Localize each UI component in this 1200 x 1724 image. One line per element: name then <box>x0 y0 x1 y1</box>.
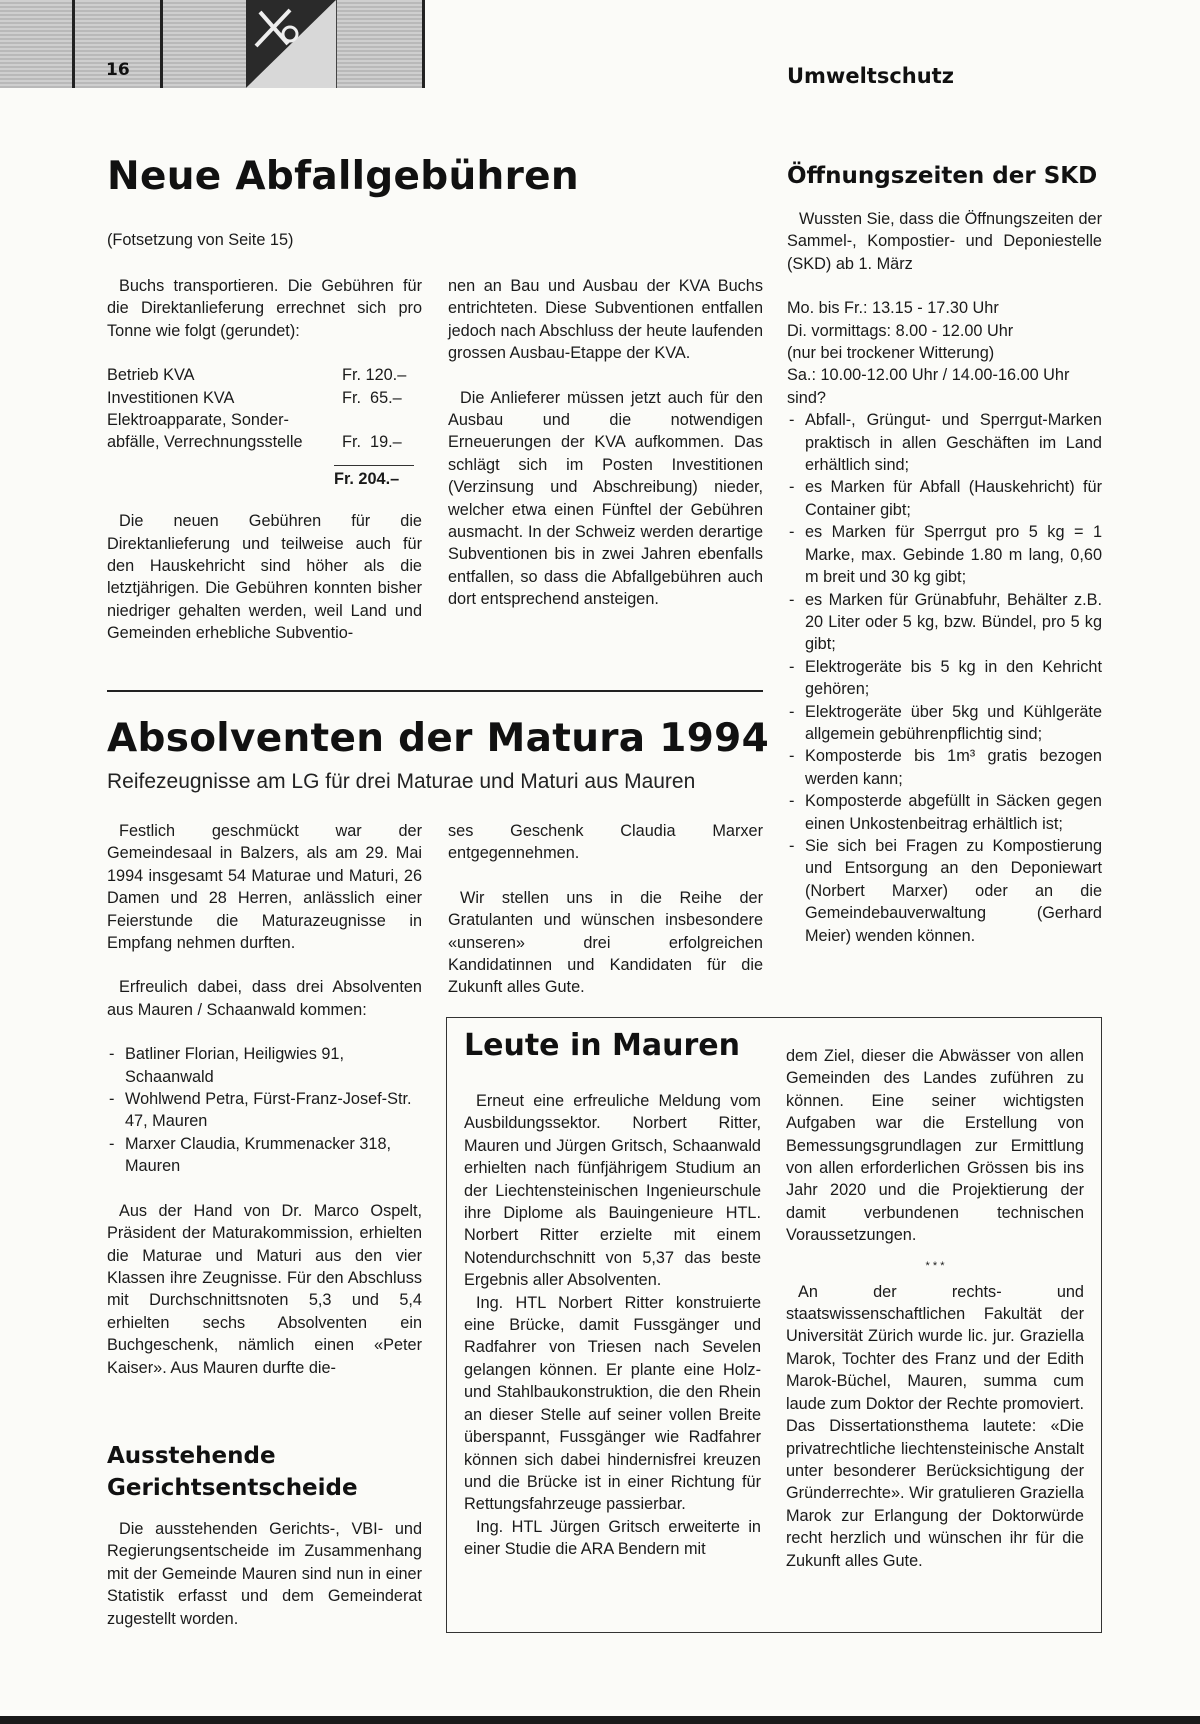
title-line: Gerichtsentscheide <box>107 1475 358 1501</box>
article2-paragraph: Festlich geschmückt war der Gemeindesaal in Balzers, als am 29. Mai 1994 insgesamt 54 Maturae und Maturi, 26 Damen und 28 Herren, anlässlich einer Feierstunde die Maturazeugnisse in Empfang nehmen durften. <box>107 822 422 953</box>
sidebar-list <box>787 409 1102 947</box>
article2-column-2 <box>448 820 763 1021</box>
fee-label: Investitionen KVA <box>107 388 235 407</box>
article3-body <box>107 1518 422 1652</box>
fee-total: Fr. 204.– <box>334 469 400 488</box>
fee-amount <box>342 409 422 431</box>
hours-line: sind? <box>787 388 826 407</box>
list-item: - Elektrogeräte bis 5 kg in den Kehricht gehören; <box>787 656 1102 701</box>
article2-paragraph: ses Geschenk Claudia Marxer entgegennehmen. <box>448 822 763 863</box>
list-item: - Wohlwend Petra, Fürst-Franz-Josef-Str. 47, Mauren <box>107 1088 422 1133</box>
list-item: - es Marken für Abfall (Hauskehricht) für Container gibt; <box>787 476 1102 521</box>
article-title-gerichtsentscheide <box>107 1440 358 1504</box>
list-item: - Sie sich bei Fragen zu Kompostierung und Entsorgung an den Deponiewart (Norbert Marxer) oder an die Gemeindebauverwaltung (Gerhard Meier) wenden können. <box>787 835 1102 947</box>
article1-column-1 <box>107 275 422 667</box>
article4-paragraph: Ing. HTL Jürgen Gritsch erweiterte in einer Studie die ARA Bendern mit <box>464 1517 761 1559</box>
sidebar-title: Öffnungszeiten der SKD <box>787 163 1098 189</box>
header-divider <box>160 0 163 88</box>
fee-label: Elektroapparate, Sonder- <box>107 411 289 430</box>
fee-label: abfälle, Verrechnungsstelle <box>107 433 303 452</box>
fee-table <box>107 364 422 454</box>
title-line: Ausstehende <box>107 1443 276 1469</box>
list-item: - Elektrogeräte über 5kg und Kühlgeräte allgemein gebührenpflichtig sind; <box>787 701 1102 746</box>
list-item: - Abfall-, Grüngut- und Sperrgut-Marken praktisch in allen Geschäften im Land erhältlich sind; <box>787 409 1102 476</box>
fee-total-rule <box>334 465 414 466</box>
hours-line: Sa.: 10.00-12.00 Uhr / 14.00-16.00 Uhr <box>787 366 1070 385</box>
article2-column-1 <box>107 820 422 1401</box>
sidebar-intro: Wussten Sie, dass die Öffnungszeiten der Sammel-, Kompostier- und Deponiestelle (SKD) ab 1. März <box>787 210 1102 273</box>
fee-row <box>107 409 422 431</box>
header-band <box>0 0 425 88</box>
graduate-list <box>107 1043 422 1177</box>
article1-intro: Buchs transportieren. Die Gebühren für die Direktanlieferung errechnet sich pro Tonne wie folgt (gerundet): <box>107 277 422 340</box>
fee-amount: Fr. 19.– <box>342 433 402 452</box>
list-item: - Marxer Claudia, Krummenacker 318, Mauren <box>107 1133 422 1178</box>
continuation-note: (Fotsetzung von Seite 15) <box>107 231 294 249</box>
article-subtitle-matura: Reifezeugnisse am LG für drei Maturae und Maturi aus Mauren <box>107 770 696 793</box>
list-item: - Komposterde abgefüllt in Säcken gegen einen Unkostenbeitrag erhältlich ist; <box>787 790 1102 835</box>
fee-label: Betrieb KVA <box>107 366 195 385</box>
fee-row <box>107 431 422 453</box>
article4-paragraph: dem Ziel, dieser die Abwässer von allen Gemeinden des Landes zuführen zu können. Eine seiner wichtigsten Aufgaben war die Erstellung von Bemessungsgrundlagen zur Ermittlung von allen erforderlichen Grössen bis ins Jahr 2020 und die Projektierung der damit verbundenen technischen Voraussetzungen. <box>786 1047 1084 1245</box>
fee-row <box>107 364 422 386</box>
article3-paragraph: Die ausstehenden Gerichts-, VBI- und Regierungsentscheide im Zusammenhang mit der Gemeinde Mauren sind nun in einer Statistik erfasst und dem Gemeinderat zugestellt worden. <box>107 1520 422 1628</box>
article1-column-2 <box>448 275 763 633</box>
list-item: - Batliner Florian, Heiligwies 91, Schaanwald <box>107 1043 422 1088</box>
section-divider <box>107 690 763 692</box>
page-bottom-edge <box>0 1716 1200 1724</box>
article2-paragraph: Wir stellen uns in die Reihe der Gratulanten und wünschen insbesondere «unseren» drei erfolgreichen Kandidatinnen und Kandidaten für die Zukunft alles Gute. <box>448 888 763 997</box>
list-item: - es Marken für Grünabfuhr, Behälter z.B. 20 Liter oder 5 kg, bzw. Bündel, pro 5 kg gibt; <box>787 589 1102 656</box>
header-divider <box>422 0 425 88</box>
article1-col2-paragraph: nen an Bau und Ausbau der KVA Buchs entrichteten. Diese Subventionen entfallen jedoch nach Abschluss der heute laufenden grossen Ausbau-Etappe der KVA. <box>448 277 764 363</box>
article4-paragraph: Ing. HTL Norbert Ritter konstruierte eine Brücke, damit Fussgänger und Radfahrer von Triesen nach Sevelen gelangen können. Er plante eine Holz- und Stahlbaukonstruktion, die den Rhein an dieser Stelle auf seiner vollen Breite überspannt, Fussgänger wie Radfahrer können sich dabei hindernisfrei kreuzen und die Brücke ist in einer Richtung für Rettungsfahrzeuge passierbar. <box>464 1293 761 1514</box>
section-title: Umweltschutz <box>787 64 954 88</box>
article4-paragraph: Erneut eine erfreuliche Meldung vom Ausbildungssektor. Norbert Ritter, Mauren und Jürgen Gritsch, Schaanwald erhielten nach fünfjährigem Studium an der Liechtensteinischen Ingenieurschule ihre Diplome als Bauingenieure HTL. Norbert Ritter erzielte mit einem Notendurchschnitt von 5,37 das beste Ergebnis aller Absolventen. <box>464 1092 761 1290</box>
article2-paragraph: Erfreulich dabei, dass drei Absolventen aus Mauren / Schaanwald kommen: <box>107 978 422 1019</box>
article4-column-2 <box>786 1045 1084 1594</box>
opening-hours <box>787 297 1102 409</box>
article4-paragraph: An der rechts- und staatswissenschaftlichen Fakultät der Universität Zürich wurde lic. jur. Graziella Marok, Tochter des Franz und der Edith Marok-Büchel, Mauren, summa cum laude zum Doktor der Rechte promoviert. Das Dissertationsthema lautete: «Die privatrechtliche liechtensteinische Anstalt unter besonderer Berücksichtigung der Gründerrechte». Wir gratulieren Graziella Marok zur Erlangung der Doktorwürde recht herzlich und wünschen ihr für die Zukunft alles Gute. <box>786 1282 1084 1570</box>
article1-outro: Die neuen Gebühren für die Direktanlieferung und teilweise auch für den Hauskehricht sind höher als die letztjährigen. Die Gebühren konnten bisher niedriger gehalten werden, weil Land und Gemeinden erhebliche Subventio- <box>107 512 422 643</box>
article-title-matura: Absolventen der Matura 1994 <box>107 716 770 761</box>
header-logo <box>246 0 336 88</box>
header-divider <box>72 0 75 88</box>
hours-line: (nur bei trockener Witterung) <box>787 344 995 363</box>
list-item: - Komposterde bis 1m³ gratis bezogen werden kann; <box>787 745 1102 790</box>
sidebar-body <box>787 208 1102 947</box>
article4-column-1 <box>464 1090 761 1561</box>
article2-paragraph: Aus der Hand von Dr. Marco Ospelt, Präsident der Maturakommission, erhielten die Maturae und Maturi aus den vier Klassen ihre Zeugnisse. Für den Abschluss mit Durchschnittsnoten 5,3 und 5,4 erhielten sechs Absolventen ein Buchgeschenk, nämlich einen «Peter Kaiser». Aus Mauren durfte die- <box>107 1201 422 1377</box>
separator-stars: * * * <box>925 1259 945 1272</box>
article-title-abfallgebuehren: Neue Abfallgebühren <box>107 154 579 199</box>
crest-icon <box>246 0 336 88</box>
fee-row <box>107 387 422 409</box>
fee-amount: Fr. 120.– <box>342 366 407 385</box>
list-item: - es Marken für Sperrgut pro 5 kg = 1 Marke, max. Gebinde 1.80 m lang, 0,60 m breit und 30 kg gibt; <box>787 521 1102 588</box>
fee-amount: Fr. 65.– <box>342 388 402 407</box>
hours-line: Mo. bis Fr.: 13.15 - 17.30 Uhr <box>787 299 999 318</box>
hours-line: Di. vormittags: 8.00 - 12.00 Uhr <box>787 321 1014 340</box>
article1-col2-paragraph: Die Anlieferer müssen jetzt auch für den Ausbau und die notwendigen Erneuerungen der KVA aufkommen. Das schlägt sich im Posten Investitionen (Verzinsung und Abschreibung) nieder, welcher etwa einen Fünftel der Gebühren ausmacht. In der Schweiz werden derartige Subventionen bis in zwei Jahren ebenfalls entfallen, so dass die Abfallgebühren auch dort entsprechend ansteigen. <box>448 388 763 609</box>
article-title-leute: Leute in Mauren <box>464 1028 740 1063</box>
page-number: 16 <box>106 60 130 80</box>
